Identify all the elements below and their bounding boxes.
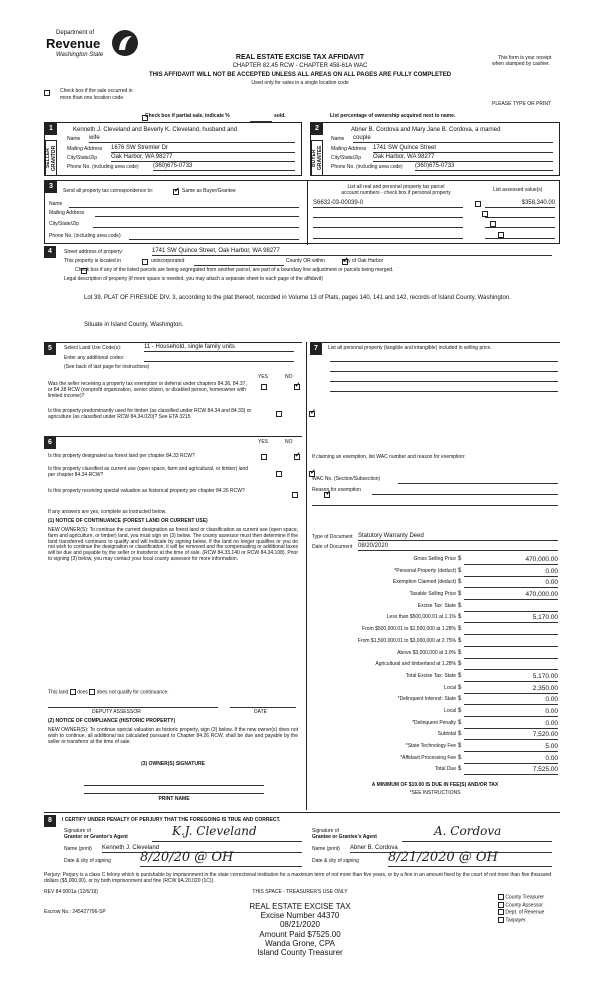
tax-row-dollar: $ <box>458 602 462 609</box>
additional-codes-label: Enter any additional codes: <box>64 355 125 361</box>
tax-row <box>310 661 560 673</box>
tax-row-value[interactable]: 2,350.00 <box>464 685 558 694</box>
section-8-number: 8 <box>44 815 56 827</box>
tax-row-dollar: $ <box>458 637 462 644</box>
tax-row-value[interactable] <box>464 626 558 635</box>
tax-row-value[interactable]: 5,170.00 <box>464 614 558 623</box>
s5-no-header: NO <box>285 374 293 380</box>
assessed-line-2 <box>485 217 555 218</box>
multi-location-label-1: Check box if the sale occurred in <box>60 88 133 94</box>
tax-row-dollar: $ <box>458 719 462 726</box>
s6-q3-yes[interactable] <box>292 492 298 498</box>
tax-row <box>310 696 560 708</box>
tax-row-label: Exemption Claimed (deduct) <box>392 579 456 586</box>
buyer-address-label: Mailing Address <box>331 146 367 152</box>
grantee-signature: A. Cordova <box>434 824 502 838</box>
partial-sale-label: Check box if partial sale, indicate % <box>145 113 230 119</box>
tax-row-label: *Personal Property (deduct) <box>394 567 456 574</box>
see-instructions: *SEE INSTRUCTIONS <box>409 790 461 796</box>
s6-no-header: NO <box>285 439 293 445</box>
copy-taxpayer-label: Taxpayer <box>505 917 526 924</box>
tax-row-value[interactable]: 470,000.00 <box>464 591 558 600</box>
wac-field[interactable] <box>398 483 558 484</box>
seller-city-label: City/State/Zip <box>67 155 98 161</box>
s3-name-field[interactable] <box>69 207 299 208</box>
tax-row-label: Excise Tax: State <box>417 602 456 609</box>
rev-number: REV 84 0001a (12/6/19) <box>44 889 98 895</box>
land-does-checkbox[interactable] <box>70 689 76 695</box>
buyer-name-value-2[interactable]: couple <box>353 135 553 143</box>
buyer-phone-label: Phone No. (including area code) <box>331 164 403 170</box>
buyer-name-label: Name <box>331 136 345 142</box>
street-address-field[interactable]: 1741 SW Quince Street, Oak Harbor, WA 98277 <box>152 248 552 256</box>
tax-row <box>310 755 560 767</box>
dor-state: Washington State <box>56 52 104 58</box>
form-title: REAL ESTATE EXCISE TAX AFFIDAVIT <box>235 54 365 61</box>
grantor-date-field[interactable]: 8/20/20 @ OH <box>140 851 302 867</box>
deputy-date-label: DATE <box>254 709 267 715</box>
list-personal-label: List all personal property (tangible and intangible) included in selling price. <box>328 345 492 351</box>
tax-row <box>310 556 560 568</box>
tax-row-dollar: $ <box>458 649 462 656</box>
tax-row <box>310 766 560 778</box>
buyer-city-label: City/State/Zip <box>331 155 362 161</box>
dor-dept-line: Department of <box>56 30 95 36</box>
copy-county-assessor-label: County Assessor <box>505 901 543 908</box>
s3-address-label: Mailing Address <box>49 210 85 216</box>
seller-address-label: Mailing Address <box>67 146 103 152</box>
tax-row-value[interactable]: 7,525.00 <box>464 766 558 775</box>
doc-date-field[interactable]: 08/20/2020 <box>358 543 558 551</box>
tax-row <box>310 743 560 755</box>
land-use-field[interactable]: 11 - Household, single family units <box>144 344 294 352</box>
land-does-not-label: does not qualify for continuance. <box>96 689 169 696</box>
tax-row-dollar: $ <box>458 661 462 668</box>
s3-city-label: City/State/Zip <box>49 221 80 227</box>
seller-grantor-label: SELLER GRANTOR <box>45 140 57 176</box>
tax-row-value[interactable]: 0.00 <box>464 579 558 588</box>
parcel-header-2: account numbers - check box if personal property <box>341 190 451 196</box>
receipt-note-2: when stamped by cashier. <box>492 61 550 67</box>
grantor-sig-label-2: Grantor or Grantor's Agent <box>64 834 128 840</box>
legal-description-label: Legal description of property (if more space is needed, you may attach a separate sheet to each page of the affidavit) <box>64 276 323 282</box>
city-of-label: city of Oak Harbor <box>343 258 384 264</box>
reason-field-2[interactable] <box>312 505 558 506</box>
tax-row-value[interactable]: 0.00 <box>464 696 558 705</box>
s5-yes-header: YES <box>258 374 269 380</box>
tax-row <box>310 579 560 591</box>
seller-name-value: Kenneth J. Cleveland and Beverly K. Cleveland, husband and <box>73 127 238 133</box>
s5-q1-no[interactable] <box>294 384 300 390</box>
tax-row-value[interactable]: 7,520.00 <box>464 731 558 740</box>
grantee-sig-label-1: Signature of <box>312 828 339 834</box>
s3-name-label: Name <box>49 201 63 207</box>
land-does-not-checkbox[interactable] <box>89 689 95 695</box>
section-5-number: 5 <box>44 343 56 355</box>
multi-location-label-2: more than one location code. <box>60 95 125 101</box>
list-percentage-note: List percentage of ownership acquired next to name. <box>330 113 456 119</box>
tax-row-dollar: $ <box>458 707 462 714</box>
notice-2-title: (2) NOTICE OF COMPLIANCE (HISTORIC PROPERTY) <box>48 718 176 724</box>
column-divider <box>306 342 307 810</box>
print-name-label: PRINT NAME <box>158 796 190 802</box>
tax-row-label: Gross Selling Price <box>413 556 456 562</box>
tax-row-label: *Delinquent Penalty <box>412 719 456 726</box>
see-back-note: (See back of last page for instructions) <box>64 364 150 370</box>
stamp-line-2: Excise Number 44370 <box>260 911 340 921</box>
personal-line-3[interactable] <box>330 381 558 382</box>
buyer-address-field[interactable]: 1741 SW Quince Street <box>373 145 553 153</box>
grantor-signature-line[interactable] <box>152 841 302 842</box>
reason-label: Reason for exemption <box>312 487 361 493</box>
seller-phone-field[interactable]: (360)675-0733 <box>153 163 295 171</box>
used-for-note: Used only for sales in a single location code <box>251 80 349 86</box>
unincorporated-checkbox[interactable] <box>142 259 148 265</box>
tax-row <box>310 673 560 685</box>
grantor-name-field[interactable]: Kenneth J. Cleveland <box>102 845 302 853</box>
tax-row-label: Above $3,000,000 at 3.0% <box>397 649 456 656</box>
buyer-phone-field[interactable]: (360)675-0733 <box>415 163 553 171</box>
grantee-date-field[interactable]: 8/21/2020 @ OH <box>388 851 552 867</box>
treasurer-use-label: THIS SPACE - TREASURER'S USE ONLY <box>252 889 348 895</box>
s3-phone-label: Phone No. (including area code) <box>49 233 121 239</box>
tax-row-dollar: $ <box>458 731 462 738</box>
tax-row <box>310 568 560 580</box>
section-3-number: 3 <box>45 181 57 193</box>
buyer-grantee-label: BUYER GRANTEE <box>311 140 323 176</box>
tax-row-value[interactable] <box>464 650 558 659</box>
tax-row-dollar: $ <box>458 684 462 691</box>
tax-row <box>310 603 560 615</box>
county-field[interactable] <box>194 265 284 266</box>
tax-row <box>310 685 560 697</box>
print-name-line[interactable] <box>84 793 264 794</box>
tax-row-label: *Delinquent Interest: State <box>397 696 456 703</box>
grantee-signature-line[interactable] <box>402 841 552 842</box>
assessed-value-1[interactable]: $358,340.00 <box>521 200 555 206</box>
parcel-line-4 <box>313 238 463 239</box>
tax-row-label: Total Due <box>434 766 456 773</box>
parcel-personal-checkbox-1[interactable] <box>475 201 481 207</box>
tax-row <box>310 591 560 603</box>
tax-row <box>310 626 560 638</box>
land-qualify-label <box>48 689 169 696</box>
section-1-seller <box>44 122 302 176</box>
section-4-number: 4 <box>44 246 56 258</box>
partial-sale-sold: sold. <box>274 113 286 119</box>
tax-row-label: From $1,500,000.01 to $3,000,000 at 2.75% <box>357 637 456 644</box>
section-4-property <box>44 246 560 336</box>
section-2-buyer <box>310 122 560 176</box>
tax-row-dollar: $ <box>458 567 462 574</box>
escrow-number: Escrow No.: 245427796-SP <box>44 909 106 915</box>
assessed-line-3 <box>485 227 555 228</box>
parcel-line-1 <box>313 207 463 208</box>
grantee-name-label: Name (print) <box>312 846 340 852</box>
assessed-line-4 <box>485 238 555 239</box>
tax-row-value[interactable]: 0.00 <box>464 708 558 717</box>
s6-yes-header: YES <box>258 439 269 445</box>
seller-address-field[interactable]: 1676 SW Stremler Dr <box>111 145 295 153</box>
buyer-name-value: Abner B. Cordova and Mary Jane B. Cordova, a married <box>351 127 501 133</box>
tax-row <box>310 650 560 662</box>
s6-q2-yes[interactable] <box>276 471 282 477</box>
grantor-name-label: Name (print) <box>64 846 92 852</box>
notice-1-body: NEW OWNER(S): To continue the current designation as forest land or classification as current use (open space, farm and agriculture, or timber) land, you must sign on (3) below. The county assessor must then determine if the land transferred continues to qualify and will indicate by signing below. If the land no longer qualifies or you do not wish to continue the designation or classification, it will be removed and the compensating or additional taxes will be due and payable by the seller or transferor at the time of sale. (RCW 84.33.140 or RCW 84.34.108). Prior to signing (3) below, you may contact your local county assessor for more information. <box>48 527 298 562</box>
tax-row-dollar: $ <box>458 614 462 621</box>
exemption-note: If claiming an exemption, list WAC number and reason for exemption: <box>312 454 466 460</box>
s3-address-field[interactable] <box>95 216 299 217</box>
dor-logo-icon <box>110 28 140 58</box>
copy-checkboxes <box>498 894 544 924</box>
tax-row-dollar: $ <box>458 556 462 562</box>
tax-row-label: *State Technology Fee <box>405 743 456 749</box>
perjury-statement: Perjury: Perjury is a class C felony which is punishable by imprisonment in the state correctional institution for a maximum term of not more than five years, or by a fine in an amount fixed by the court of not more than five thousand dollars ($5,000.00), or by both imprisonment and fine (RCW 9A.20.020 (1C)). <box>44 872 552 884</box>
tax-row-label: Agricultural and timberland at 1.28% <box>375 661 456 668</box>
stamp-line-1: REAL ESTATE EXCISE TAX <box>249 902 351 911</box>
doc-type-label: Type of Document <box>312 534 353 540</box>
parcel-header-1: List all real and personal property tax parcel <box>347 184 445 190</box>
tax-row-dollar: $ <box>458 696 462 703</box>
deputy-assessor-line[interactable] <box>48 707 218 708</box>
s6-q1-no[interactable] <box>294 454 300 460</box>
tax-row-dollar: $ <box>458 672 462 679</box>
tax-row-value[interactable] <box>464 661 558 670</box>
situate-text: Situate in Island County, Washington. <box>84 322 184 328</box>
reason-field[interactable] <box>372 494 558 495</box>
stamp-line-3: 08/21/2020 <box>279 920 321 930</box>
doc-date-label: Date of Document <box>312 544 353 550</box>
tax-row-value[interactable]: 5,170.00 <box>464 673 558 682</box>
same-as-buyer-label: Same as Buyer/Grantee <box>182 188 236 194</box>
copy-dept-revenue[interactable] <box>498 909 544 917</box>
multi-location-checkbox[interactable] <box>44 90 50 96</box>
section-3-tax-correspondence <box>44 180 560 244</box>
s6-question-1: Is this property designated as forest land per chapter 84.33 RCW? <box>48 453 195 459</box>
tax-row <box>310 708 560 720</box>
tax-row-label: Local <box>444 684 456 691</box>
located-label: This property is located in <box>64 258 121 264</box>
grantor-date-label: Date & city of signing <box>64 858 111 864</box>
tax-row-label: Subtotal <box>437 731 456 738</box>
tax-row-value[interactable]: 0.00 <box>464 568 558 577</box>
form-warning: THIS AFFIDAVIT WILL NOT BE ACCEPTED UNLESS ALL AREAS ON ALL PAGES ARE FULLY COMPLETED <box>148 72 452 78</box>
tax-row-value[interactable]: 5.00 <box>464 743 558 752</box>
tax-row-label: *Affidavit Processing Fee <box>400 754 456 761</box>
section-5-land-use <box>44 342 302 434</box>
stamp-line-5: Wanda Grone, CPA <box>265 938 335 948</box>
copy-county-assessor[interactable] <box>498 902 544 910</box>
tax-row-value[interactable]: 0.00 <box>464 720 558 729</box>
tax-row <box>310 720 560 732</box>
stamp-line-6: Island County Treasurer <box>257 947 343 957</box>
minimum-due-note: A MINIMUM OF $10.00 IS DUE IN FEE(S) AND/OR TAX <box>371 782 499 788</box>
s6-question-3: Is this property receiving special valuation as historical property per chapter 84.26 RCW? <box>48 488 245 494</box>
owner-signature-line[interactable] <box>84 785 264 786</box>
street-address-label: Street address of property: <box>64 249 124 255</box>
legal-description: Lot 39, PLAT OF FIRESIDE DIV. 3, according to the plat thereof, recorded in Volume 13 of Plats, pages 140, 141 and 142, records of Island County, Washington. <box>84 295 511 301</box>
tax-row-label: Taxable Selling Price <box>409 591 456 598</box>
seller-name-value-2[interactable]: wife <box>89 135 295 143</box>
s3-city-field[interactable] <box>93 227 299 228</box>
county-or-label: County OR within <box>286 258 325 264</box>
section-6-designation <box>44 436 302 806</box>
tax-row-dollar: $ <box>458 743 462 749</box>
copy-county-treasurer[interactable] <box>498 894 544 902</box>
notice-1-title: (1) NOTICE OF CONTINUANCE (FOREST LAND OR CURRENT USE) <box>48 518 208 524</box>
grantor-sig-label-1: Signature of <box>64 828 91 834</box>
personal-line-4[interactable] <box>330 391 558 392</box>
tax-row-value[interactable] <box>464 603 558 612</box>
tax-row-dollar: $ <box>458 626 462 633</box>
s5-question-1: Was the seller receiving a property tax exemption or deferral under chapters 84.36, 84.37, or 84.38 RCW (nonprofit organization, senior citizen, or disabled person, homeowner with limited income)? <box>48 381 247 399</box>
tax-row-value[interactable]: 470,000.00 <box>464 556 558 565</box>
treasurer-stamp <box>180 902 420 957</box>
owner-signature-label: (3) OWNER(S) SIGNATURE <box>141 761 205 767</box>
deputy-date-line[interactable] <box>230 707 296 708</box>
copy-taxpayer[interactable] <box>498 917 544 925</box>
copy-county-treasurer-label: County Treasurer <box>505 894 545 901</box>
parcel-line-3 <box>313 227 463 228</box>
tax-row-label: From $500,000.01 to $1,500,000 at 1.28% <box>362 626 456 633</box>
deputy-assessor-label: DEPUTY ASSESSOR <box>92 709 141 715</box>
land-does-label: does <box>77 689 88 696</box>
wac-label: WAC No. (Section/Subsection) <box>312 476 381 482</box>
send-correspondence-label: Send all property tax correspondence to: <box>63 188 154 194</box>
section-7-personal-property <box>310 342 560 532</box>
tax-row-value[interactable] <box>464 638 558 647</box>
section-2-number: 2 <box>311 123 323 135</box>
form-chapter: CHAPTER 82.45 RCW - CHAPTER 458-61A WAC <box>232 63 368 69</box>
same-as-buyer-checkbox[interactable] <box>173 189 179 195</box>
tax-row-value[interactable]: 0.00 <box>464 755 558 764</box>
notice-2-body: NEW OWNER(S): To continue special valuation as historic property, sign (3) below. If the new owner(s) does not wish to continue, all additional tax calculated pursuant to Chapter 84.26 RCW, shall be due and payable by the seller or transferor at the time of sale. <box>48 727 298 745</box>
tax-row-dollar: $ <box>458 766 462 773</box>
s5-question-2: Is this property predominantly used for timber (as classified under RCW 84.34 and 84.33) or agriculture (as classified under RCW 84.34.020)? See ETA 3215 <box>48 408 252 420</box>
parcel-line-2 <box>313 217 463 218</box>
section-8-certification <box>44 812 560 872</box>
if-yes-note: If any answers are yes, complete as instructed below. <box>48 509 167 515</box>
assessed-line-1 <box>485 207 555 208</box>
section-1-number: 1 <box>45 123 57 135</box>
section-6-number: 6 <box>44 437 56 449</box>
seller-name-label: Name <box>67 136 81 142</box>
land-use-label: Select Land Use Code(s): <box>64 345 122 351</box>
doc-type-field[interactable]: Statutory Warranty Deed <box>358 533 558 541</box>
grantee-name-field[interactable]: Abner B. Cordova <box>350 845 552 853</box>
segregated-label: Check box if any of the listed parcels are being segregated from another parcel, are part of a boundary line adjustment or parcels being merged. <box>75 267 394 273</box>
s5-q2-yes[interactable] <box>276 411 282 417</box>
section-7-number: 7 <box>310 343 322 355</box>
seller-city-field[interactable]: Oak Harbor, WA 98277 <box>111 154 295 162</box>
receipt-note-1: This form is your receipt <box>498 55 552 61</box>
buyer-city-field[interactable]: Oak Harbor, WA 98277 <box>373 154 553 162</box>
assessed-header: List assessed value(s) <box>493 187 543 193</box>
tax-row-dollar: $ <box>458 579 462 586</box>
s6-q1-yes[interactable] <box>261 454 267 460</box>
personal-line-1[interactable] <box>330 361 558 362</box>
unincorporated-label: unincorporated <box>151 258 185 264</box>
personal-line-2[interactable] <box>330 371 558 372</box>
tax-row-label: Local <box>444 707 456 714</box>
grantee-sig-label-2: Grantee or Grantee's Agent <box>312 834 377 840</box>
copy-dept-revenue-label: Dept. of Revenue <box>505 909 545 916</box>
stamp-line-4: Amount Paid $7525.00 <box>259 929 341 939</box>
tax-row <box>310 731 560 743</box>
land-qualify-prefix: This land <box>48 689 69 696</box>
grantor-signature: K.J. Cleveland <box>172 824 257 838</box>
tax-row-dollar: $ <box>458 591 462 598</box>
seller-phone-label: Phone No. (including area code) <box>67 164 139 170</box>
tax-row-dollar: $ <box>458 754 462 761</box>
tax-row <box>310 638 560 650</box>
s6-question-2: Is this property classified as current use (open space, farm and agricultural, or timber) land per chapter 84.34 RCW? <box>48 466 249 478</box>
additional-codes-field[interactable] <box>144 361 294 362</box>
tax-row-label: Less than $500,000.01 at 1.1% <box>386 614 456 621</box>
grantee-date-label: Date & city of signing <box>312 858 359 864</box>
tax-row <box>310 614 560 626</box>
dor-revenue: Revenue <box>46 36 101 51</box>
tax-row-label: Total Excise Tax: State <box>405 672 456 679</box>
please-type: PLEASE TYPE OR PRINT <box>492 101 552 107</box>
certify-statement: I CERTIFY UNDER PENALTY OF PERJURY THAT THE FOREGOING IS TRUE AND CORRECT. <box>62 817 281 823</box>
s5-q1-yes[interactable] <box>261 384 267 390</box>
parcel-number-1[interactable]: S6632-03-00039-0 <box>313 200 364 206</box>
s3-phone-field[interactable] <box>129 239 299 240</box>
tax-table <box>310 556 560 778</box>
dor-logo <box>46 26 146 66</box>
s3-divider <box>307 181 308 245</box>
